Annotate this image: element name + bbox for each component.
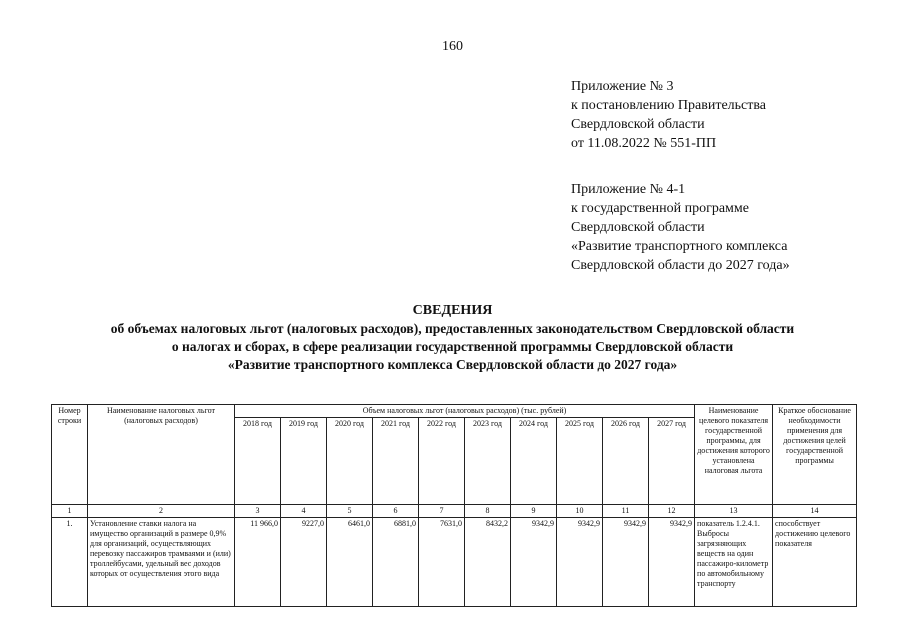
appendix-3-header bbox=[571, 77, 766, 153]
column-number: 14 bbox=[773, 505, 857, 518]
table-row bbox=[52, 518, 857, 607]
appendix-4-1-header bbox=[571, 180, 790, 275]
year-value: 9342,9 bbox=[511, 518, 557, 607]
header-year: 2026 год bbox=[603, 418, 649, 505]
appendix-3-line: Свердловской области bbox=[571, 117, 705, 132]
header-volume-group: Объем налоговых льгот (налоговых расходов) (тыс. рублей) bbox=[235, 405, 695, 418]
column-number: 13 bbox=[695, 505, 773, 518]
year-value: 9227,0 bbox=[281, 518, 327, 607]
column-number: 8 bbox=[465, 505, 511, 518]
header-year: 2024 год bbox=[511, 418, 557, 505]
column-number: 12 bbox=[649, 505, 695, 518]
title-line: «Развитие транспортного комплекса Свердловской области до 2027 года» bbox=[227, 357, 678, 372]
title-line: об объемах налоговых льгот (налоговых расходов), предоставленных законодательством Свердловской области bbox=[110, 321, 795, 336]
header-target-indicator: Наименование целевого показателя государственной программы, для достижения которого установлена налоговая льгота bbox=[695, 405, 773, 505]
appendix-4-1-line: Свердловской области до 2027 года» bbox=[571, 258, 790, 273]
year-value: 9342,9 bbox=[649, 518, 695, 607]
appendix-4-1-line: Приложение № 4-1 bbox=[571, 182, 686, 197]
column-number: 5 bbox=[327, 505, 373, 518]
appendix-4-1-line: к государственной программе bbox=[571, 201, 749, 216]
tax-benefits-table bbox=[51, 404, 857, 607]
year-value: 6881,0 bbox=[373, 518, 419, 607]
column-number: 7 bbox=[419, 505, 465, 518]
year-value: 11 966,0 bbox=[235, 518, 281, 607]
year-value: 7631,0 bbox=[419, 518, 465, 607]
year-value: 6461,0 bbox=[327, 518, 373, 607]
column-number-row bbox=[52, 505, 857, 518]
appendix-3-line: от 11.08.2022 № 551-ПП bbox=[571, 136, 717, 151]
header-year: 2027 год bbox=[649, 418, 695, 505]
header-year: 2023 год bbox=[465, 418, 511, 505]
column-number: 3 bbox=[235, 505, 281, 518]
column-number: 2 bbox=[88, 505, 235, 518]
header-year: 2022 год bbox=[419, 418, 465, 505]
header-row-number: Номер строки bbox=[52, 405, 88, 505]
header-year: 2020 год bbox=[327, 418, 373, 505]
header-year: 2025 год bbox=[557, 418, 603, 505]
appendix-3-line: к постановлению Правительства bbox=[571, 98, 767, 113]
appendix-3-line: Приложение № 3 bbox=[571, 79, 674, 94]
header-year: 2021 год bbox=[373, 418, 419, 505]
column-number: 4 bbox=[281, 505, 327, 518]
title-line: о налогах и сборах, в сфере реализации государственной программы Свердловской области bbox=[171, 339, 734, 354]
row-number: 1. bbox=[52, 518, 88, 607]
year-value: 8432,2 bbox=[465, 518, 511, 607]
appendix-4-1-line: «Развитие транспортного комплекса bbox=[571, 239, 788, 254]
target-indicator: показатель 1.2.4.1. Выбросы загрязняющих веществ на один пассажиро-километр по автомобильному транспорту bbox=[695, 518, 773, 607]
title-main: СВЕДЕНИЯ bbox=[412, 303, 493, 318]
column-number: 10 bbox=[557, 505, 603, 518]
document-title bbox=[0, 302, 905, 374]
year-value: 9342,9 bbox=[557, 518, 603, 607]
appendix-4-1-line: Свердловской области bbox=[571, 220, 705, 235]
column-number: 9 bbox=[511, 505, 557, 518]
header-justification: Краткое обоснование необходимости применения для достижения целей государственной программы bbox=[773, 405, 857, 505]
column-number: 11 bbox=[603, 505, 649, 518]
column-number: 6 bbox=[373, 505, 419, 518]
header-benefit-name: Наименование налоговых льгот (налоговых расходов) bbox=[88, 405, 235, 505]
page-number: 160 bbox=[442, 39, 463, 54]
benefit-name: Установление ставки налога на имущество организаций в размере 0,9% для организаций, осуществляющих перевозку пассажиров трамваями и (или) троллейбусами, удельный вес доходов которых от осуществления этого вида bbox=[88, 518, 235, 607]
year-value: 9342,9 bbox=[603, 518, 649, 607]
header-year: 2018 год bbox=[235, 418, 281, 505]
column-number: 1 bbox=[52, 505, 88, 518]
header-year: 2019 год bbox=[281, 418, 327, 505]
justification: способствует достижению целевого показателя bbox=[773, 518, 857, 607]
